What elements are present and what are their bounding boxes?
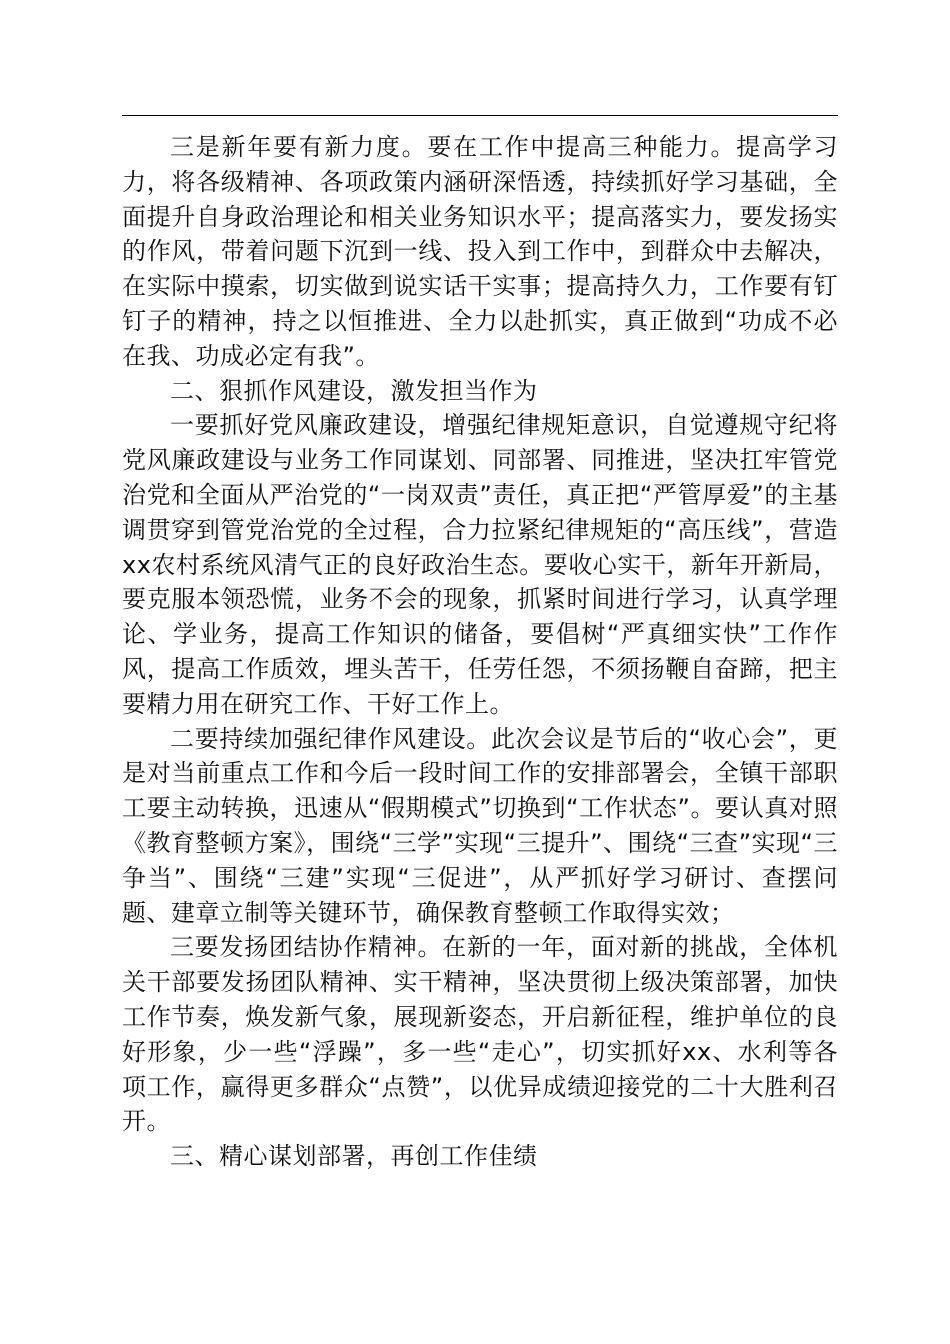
section-heading-work-style: 二、狠抓作风建设，激发担当作为	[170, 376, 538, 405]
header-rule	[122, 115, 838, 116]
paragraph-discipline: 二要持续加强纪律作风建设。此次会议是节后的“收心会”，更是对当前重点工作和今后一段时间工作的安排部署会，全镇干部职工要主动转换，迅速从“假期模式”切换到“工作状态”。要认真对照《教育整顿方案》，围绕“三学”实现“三提升”、围绕“三查”实现“三争当”、围绕“三建”实现“三促进”，从严抓好学习研讨、查摆问题、建章立制等关键环节，确保教育整顿工作取得实效；	[122, 724, 838, 927]
paragraph-party-conduct: 一要抓好党风廉政建设，增强纪律规矩意识，自觉遵规守纪将党风廉政建设与业务工作同谋划、同部署、同推进，坚决扛牢管党治党和全面从严治党的“一岗双责”责任，真正把“严管厚爱”的主基调贯穿到管党治党的全过程，合力拉紧纪律规矩的“高压线”，营造xx农村系统风清气正的良好政治生态。要收心实干，新年开新局，要克服本领恐慌，业务不会的现象，抓紧时间进行学习，认真学理论、学业务，提高工作知识的储备，要倡树“严真细实快”工作作风，提高工作质效，埋头苦干，任劳任怨，不须扬鞭自奋蹄，把主要精力用在研究工作、干好工作上。	[122, 411, 838, 718]
document-body	[122, 130, 838, 1174]
paragraph-new-year-strength: 三是新年要有新力度。要在工作中提高三种能力。提高学习力，将各级精神、各项政策内涵研深悟透，持续抓好学习基础，全面提升自身政治理论和相关业务知识水平；提高落实力，要发扬实的作风，带着问题下沉到一线、投入到工作中，到群众中去解决，在实际中摸索，切实做到说实话干实事；提高持久力，工作要有钉钉子的精神，持之以恒推进、全力以赴抓实，真正做到“功成不必在我、功成必定有我”。	[122, 133, 838, 370]
paragraph-teamwork: 三要发扬团结协作精神。在新的一年，面对新的挑战，全体机关干部要发扬团队精神、实干精神，坚决贯彻上级决策部署，加快工作节奏，焕发新气象，展现新姿态，开启新征程，维护单位的良好形象，少一些“浮躁”，多一些“走心”，切实抓好xx、水利等各项工作，赢得更多群众“点赞”，以优异成绩迎接党的二十大胜利召开。	[122, 933, 838, 1136]
section-heading-planning: 三、精心谋划部署，再创工作佳绩	[170, 1142, 538, 1171]
